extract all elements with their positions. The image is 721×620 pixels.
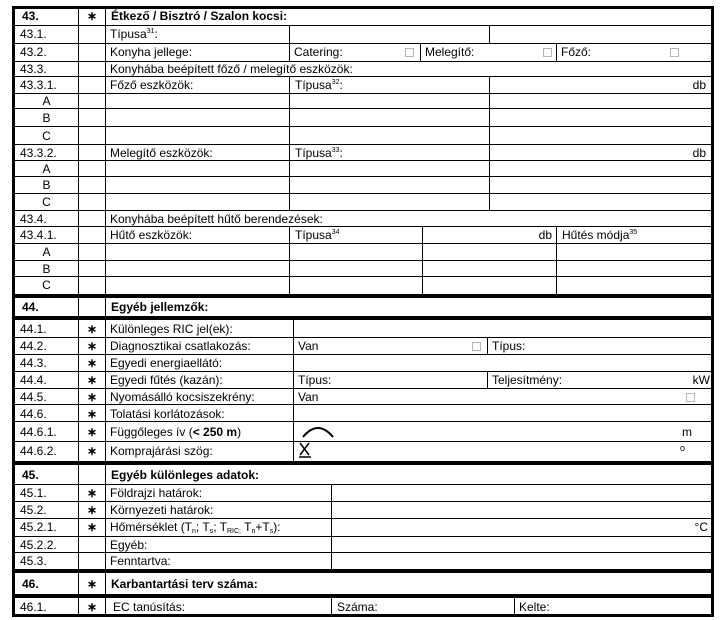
geographic-limits-label: Földrajzi határok: xyxy=(110,486,203,500)
date-label: Kelte: xyxy=(519,600,550,614)
ec-certification-label: EC tanúsítás: xyxy=(113,600,186,614)
reserved-label: Fenntartva: xyxy=(110,554,171,568)
row-number: 43.3.2. xyxy=(20,146,57,160)
row-number: 45.1. xyxy=(20,486,47,500)
shunting-label: Tolatási korlátozások: xyxy=(110,407,225,421)
mandatory-star: ∗ xyxy=(86,339,98,353)
cooking-devices-label: Főző eszközök: xyxy=(110,78,194,92)
mandatory-star: ∗ xyxy=(86,444,98,458)
row-number: 44.3. xyxy=(20,356,47,370)
letter-b: B xyxy=(42,262,51,276)
type-label: Típusa$^{32}$: xyxy=(295,78,343,92)
row-number: 45.3. xyxy=(20,554,47,568)
row-number: 46.1. xyxy=(20,600,47,614)
mandatory-star: ∗ xyxy=(86,390,98,404)
cooker-checkbox[interactable] xyxy=(670,48,679,57)
section-number: 44. xyxy=(22,300,39,314)
catering-checkbox[interactable] xyxy=(405,48,414,57)
pressure-checkbox[interactable] xyxy=(686,393,695,402)
type-label: Típus: xyxy=(298,373,332,387)
environmental-limits-label: Környezeti határok: xyxy=(110,503,214,517)
kitchen-type-label: Konyha jellege: xyxy=(110,45,193,59)
row-number: 44.2. xyxy=(20,339,47,353)
mandatory-star: ∗ xyxy=(86,9,98,23)
unit-celsius: °C xyxy=(694,520,708,534)
row-number: 43.4. xyxy=(20,212,47,226)
letter-c: C xyxy=(42,129,51,143)
type-label: Típusa$^{34}$ xyxy=(295,228,340,242)
mandatory-star: ∗ xyxy=(86,373,98,387)
cooling-mode-label: Hűtés módja$^{35}$ xyxy=(562,228,638,242)
cooker-label: Főző: xyxy=(561,45,592,59)
unit-m: m xyxy=(682,425,692,439)
row-number: 44.6.1. xyxy=(20,425,57,439)
row-number: 44.6. xyxy=(20,407,47,421)
mandatory-star: ∗ xyxy=(86,600,98,614)
section-number: 43. xyxy=(22,9,39,23)
section-title: Egyéb jellemzők: xyxy=(111,300,209,314)
energy-supply-label: Egyedi energiaellátó: xyxy=(110,356,223,370)
row-number: 43.2. xyxy=(20,45,47,59)
mandatory-star: ∗ xyxy=(86,356,98,370)
row-number: 43.1. xyxy=(20,27,47,41)
row-number: 44.6.2. xyxy=(20,444,57,458)
row-number: 44.5. xyxy=(20,390,47,404)
section-title: Egyéb különleges adatok: xyxy=(111,468,260,482)
unit-kw: kW xyxy=(692,373,710,387)
other-label: Egyéb: xyxy=(110,538,148,552)
cooling-devices-label: Hűtő eszközök: xyxy=(110,228,193,242)
warmer-checkbox[interactable] xyxy=(543,48,552,57)
row-number: 43.3. xyxy=(20,62,47,76)
mandatory-star: ∗ xyxy=(86,425,98,439)
diagnostic-checkbox[interactable] xyxy=(472,342,481,351)
vertical-curve-label: Függőleges ív (< 250 m) xyxy=(110,425,242,439)
section-number: 46. xyxy=(22,577,39,591)
row-number: 45.2.2. xyxy=(20,538,57,552)
letter-c: C xyxy=(42,195,51,209)
row-number: 43.4.1. xyxy=(20,228,57,242)
type-label: Típusa$^{31}$: xyxy=(110,27,158,41)
power-label: Teljesítmény: xyxy=(492,373,563,387)
catering-label: Catering: xyxy=(294,45,343,59)
mandatory-star: ∗ xyxy=(86,407,98,421)
row-number: 44.1. xyxy=(20,322,47,336)
mandatory-star: ∗ xyxy=(86,577,98,591)
ric-marks-label: Különleges RIC jel(ek): xyxy=(110,322,233,336)
temperature-label: Hőmérséklet ($T_n$; $T_s$; $T_{RIC;}$ $T_n+T_s$): xyxy=(110,520,281,535)
warming-devices-label: Melegítő eszközök: xyxy=(110,146,213,160)
letter-a: A xyxy=(42,162,51,176)
angle-icon xyxy=(297,441,313,459)
built-in-cooking-label: Konyhába beépített főző / melegítő eszközök: xyxy=(110,62,353,76)
type-label: Típus: xyxy=(492,339,526,353)
built-in-cooling-label: Konyhába beépített hűtő berendezések: xyxy=(110,212,323,226)
letter-c: C xyxy=(42,278,51,292)
section-number: 45. xyxy=(22,468,39,482)
section-title: Karbantartási terv száma: xyxy=(111,577,258,591)
van-label: Van xyxy=(298,390,319,404)
letter-a: A xyxy=(42,94,51,108)
section-title: Étkező / Bisztró / Szalon kocsi: xyxy=(111,9,288,23)
row-number: 44.4. xyxy=(20,373,47,387)
vertical-curve-icon xyxy=(300,423,336,439)
row-number: 43.3.1. xyxy=(20,78,57,92)
mandatory-star: ∗ xyxy=(86,520,98,534)
unit-db: db xyxy=(538,228,552,242)
buffer-angle-label: Komprajárási szög: xyxy=(110,444,213,458)
row-number: 45.2.1. xyxy=(20,520,57,534)
unit-db: db xyxy=(692,146,706,160)
diagnostic-connection-label: Diagnosztikai csatlakozás: xyxy=(110,339,251,353)
letter-a: A xyxy=(42,245,51,259)
mandatory-star: ∗ xyxy=(86,486,98,500)
unit-db: db xyxy=(692,78,706,92)
type-label: Típusa$^{33}$: xyxy=(295,146,343,160)
heating-label: Egyedi fűtés (kazán): xyxy=(110,373,223,387)
mandatory-star: ∗ xyxy=(86,503,98,517)
mandatory-star: ∗ xyxy=(86,322,98,336)
row-number: 45.2. xyxy=(20,503,47,517)
letter-b: B xyxy=(42,178,51,192)
letter-b: B xyxy=(42,111,51,125)
van-label: Van xyxy=(298,339,319,353)
pressure-body-label: Nyomásálló kocsiszekrény: xyxy=(110,390,255,404)
unit-degree: o xyxy=(680,443,686,453)
number-label: Száma: xyxy=(337,600,378,614)
warmer-label: Melegítő: xyxy=(425,45,475,59)
